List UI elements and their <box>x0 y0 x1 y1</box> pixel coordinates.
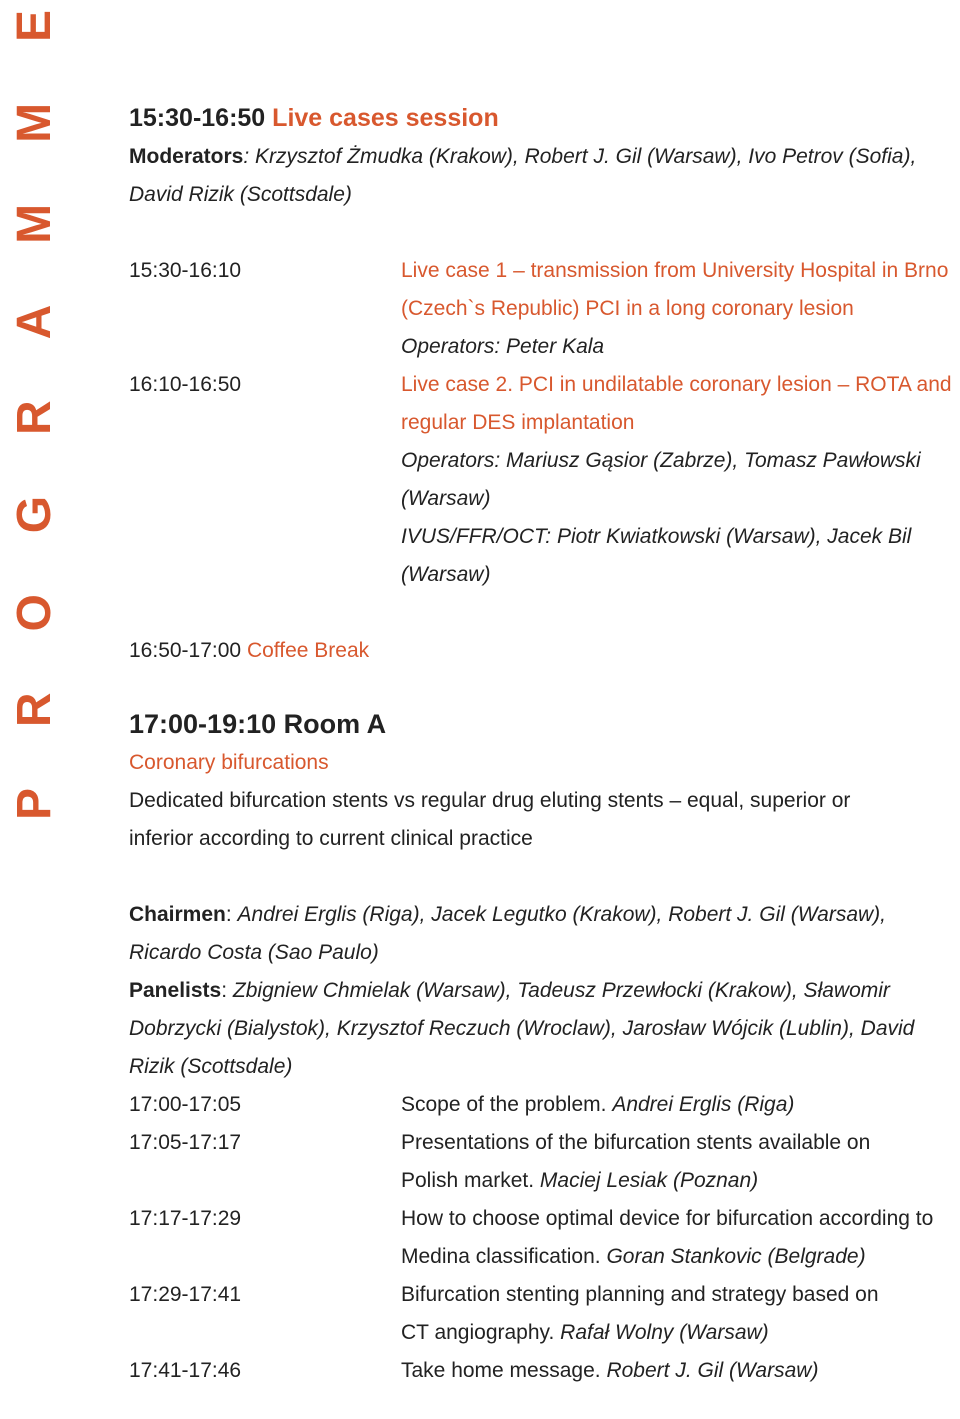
chairmen-names: Andrei Erglis (Riga), Jacek Legutko (Krakow), Robert J. Gil (Warsaw), Ricardo Costa (Sao Paulo) <box>129 903 887 964</box>
session2-description: Dedicated bifurcation stents vs regular drug eluting stents – equal, superior or inferior according to current clinical practice <box>129 789 851 850</box>
side-title <box>0 0 62 830</box>
session2-item <box>129 1276 960 1352</box>
panelists-names: Zbigniew Chmielak (Warsaw), Tadeusz Przewłocki (Krakow), Sławomir Dobrzycki (Bialystok), Krzysztof Reczuch (Wroclaw), Jarosław Wójcik (Lublin), David Rizik (Scottsdale) <box>129 979 915 1078</box>
item-time: 15:30-16:10 <box>129 259 242 282</box>
session2-time: 17:00-19:10 <box>129 709 277 739</box>
item-speaker: Maciej Lesiak (Poznan) <box>539 1169 759 1192</box>
session1-item <box>129 252 960 366</box>
coffee-time: 16:50-17:00 <box>129 639 242 662</box>
session2-chairmen: Chairmen: Andrei Erglis (Riga), Jacek Legutko (Krakow), Robert J. Gil (Warsaw), Ricardo Costa (Sao Paulo) <box>129 903 887 964</box>
item-speaker: Andrei Erglis (Riga) <box>612 1093 795 1116</box>
item-imaging: IVUS/FFR/OCT: Piotr Kwiatkowski (Warsaw), Jacek Bil (Warsaw) <box>401 525 912 586</box>
session1-title: Live cases session <box>272 104 499 132</box>
moderators-names: Krzysztof Żmudka (Krakow), Robert J. Gil (Warsaw), Ivo Petrov (Sofia), David Rizik (Scottsdale) <box>129 145 917 206</box>
item-operators: Operators: Peter Kala <box>401 335 605 358</box>
moderators-label: Moderators <box>129 145 244 168</box>
item-title: Bifurcation stenting planning and strategy based on CT angiography. <box>401 1283 879 1344</box>
session2-item <box>129 1086 960 1124</box>
item-time: 17:17-17:29 <box>129 1207 242 1230</box>
item-title: Live case 2. PCI in undilatable coronary lesion – ROTA and regular DES implantation <box>401 373 952 434</box>
item-time: 17:29-17:41 <box>129 1283 242 1306</box>
item-time: 16:10-16:50 <box>129 373 242 396</box>
session2-item <box>129 1352 960 1390</box>
session1-moderators: Moderators: Krzysztof Żmudka (Krakow), Robert J. Gil (Warsaw), Ivo Petrov (Sofia), David Rizik (Scottsdale) <box>129 145 917 206</box>
item-title: How to choose optimal device for bifurcation according to Medina classification. <box>401 1207 934 1268</box>
programme-content <box>129 98 960 1390</box>
session2-heading <box>129 704 960 744</box>
session2-topic: Coronary bifurcations <box>129 751 329 774</box>
session1-heading <box>129 98 960 138</box>
panelists-label: Panelists <box>129 979 222 1002</box>
session2-item <box>129 1200 960 1276</box>
item-title: Presentations of the bifurcation stents available on Polish market. <box>401 1131 871 1192</box>
session1-time: 15:30-16:50 <box>129 104 266 132</box>
item-time: 17:41-17:46 <box>129 1359 242 1382</box>
item-title: Take home message. <box>401 1359 601 1382</box>
session1-item <box>129 366 960 594</box>
item-speaker: Rafał Wolny (Warsaw) <box>560 1321 769 1344</box>
coffee-break <box>129 632 960 670</box>
item-title: Scope of the problem. <box>401 1093 607 1116</box>
item-speaker: Goran Stankovic (Belgrade) <box>606 1245 866 1268</box>
side-title-text: PROGRAMME <box>8 10 61 820</box>
session2-panelists: Panelists: Zbigniew Chmielak (Warsaw), Tadeusz Przewłocki (Krakow), Sławomir Dobrzycki (Bialystok), Krzysztof Reczuch (Wroclaw), Jarosław Wójcik (Lublin), David Rizik (Scottsdale) <box>129 979 915 1078</box>
session2-room: Room A <box>283 709 387 739</box>
coffee-title: Coffee Break <box>246 639 370 662</box>
item-operators: Operators: Mariusz Gąsior (Zabrze), Tomasz Pawłowski (Warsaw) <box>401 449 921 510</box>
item-speaker: Robert J. Gil (Warsaw) <box>606 1359 819 1382</box>
item-title: Live case 1 – transmission from University Hospital in Brno (Czech`s Republic) PCI in a long coronary lesion <box>401 259 949 320</box>
item-time: 17:05-17:17 <box>129 1131 242 1154</box>
session2 <box>129 704 960 1390</box>
chairmen-label: Chairmen <box>129 903 226 926</box>
session1 <box>129 98 960 594</box>
item-time: 17:00-17:05 <box>129 1093 242 1116</box>
session2-item <box>129 1124 960 1200</box>
